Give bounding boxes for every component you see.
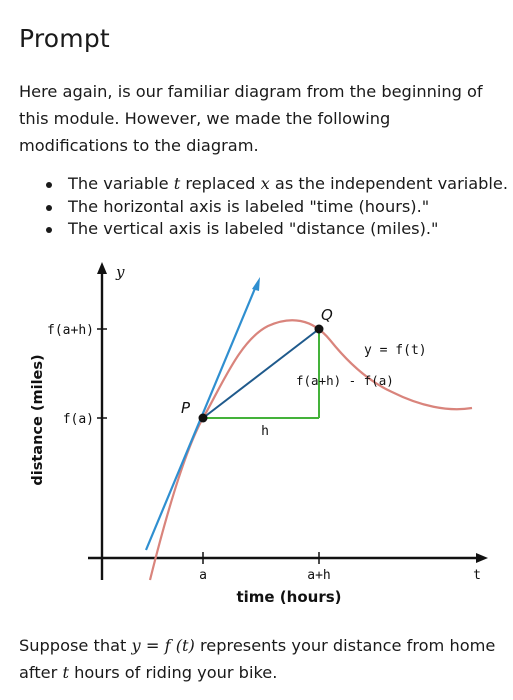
difference-label: f(a+h) - f(a)	[296, 373, 394, 388]
bullet-text: The variable	[68, 174, 174, 193]
tick-label-fah: f(a+h)	[47, 323, 94, 338]
intro-paragraph: Here again, is our familiar diagram from the beginning of this module. However, we made the following modifications to the diagram.	[19, 82, 483, 155]
point-p-dot	[199, 414, 208, 423]
math-variable: y	[131, 636, 141, 655]
closing-paragraph	[19, 632, 505, 686]
y-axis-title: distance (miles)	[30, 354, 46, 486]
page-title: Prompt	[19, 24, 110, 53]
tangent-arrowhead	[252, 277, 260, 291]
tick-label-ah: a+h	[307, 568, 331, 583]
closing-text: Suppose that	[19, 636, 132, 655]
y-axis-arrowhead	[97, 262, 107, 274]
closing-text: represents your distance from home after	[19, 636, 496, 682]
derivative-diagram	[0, 250, 513, 620]
y-axis-variable: y	[116, 263, 125, 281]
bullet-text: replaced	[180, 174, 261, 193]
modification-list	[44, 173, 508, 241]
x-axis-arrowhead	[476, 553, 488, 563]
bullet-text: The horizontal axis is labeled "time (hours)."	[68, 196, 430, 216]
list-item	[44, 173, 508, 196]
math-operator: =	[140, 636, 165, 655]
math-variable: t	[62, 663, 69, 682]
tick-label-a: a	[199, 568, 207, 583]
tick-label-fa: f(a)	[62, 412, 94, 427]
math-argument: (t)	[170, 636, 195, 655]
math-variable: x	[260, 174, 270, 193]
closing-text: hours of riding your bike.	[68, 663, 278, 682]
x-axis-title: time (hours)	[236, 588, 342, 606]
curve-label: y = f(t)	[364, 343, 427, 358]
math-variable: t	[173, 174, 181, 193]
point-q-label: Q	[321, 306, 333, 324]
point-p-label: P	[181, 399, 191, 417]
point-q-dot	[315, 325, 324, 334]
bullet-text: The vertical axis is labeled "distance (miles)."	[68, 219, 439, 238]
list-item	[44, 218, 508, 241]
list-item	[44, 196, 508, 219]
bullet-text: as the independent variable.	[269, 174, 509, 193]
h-label: h	[261, 424, 269, 439]
x-axis-variable: t	[473, 568, 481, 583]
function-curve	[150, 320, 472, 580]
math-function: f	[164, 636, 171, 655]
